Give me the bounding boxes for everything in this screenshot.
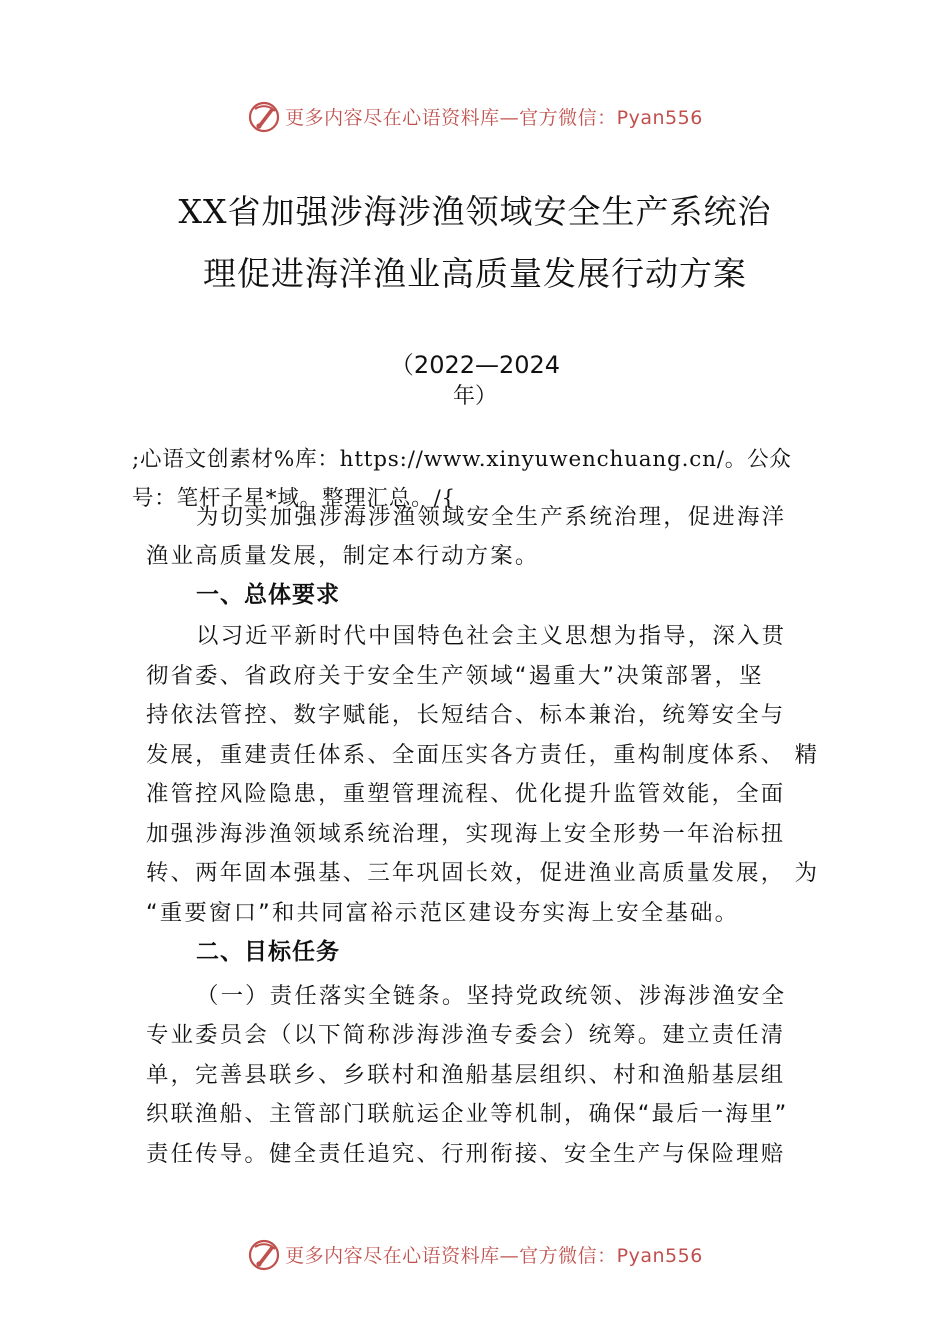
section1-line: 发展，重建责任体系、全面压实各方责任，重构制度体系、 精 [146, 742, 820, 768]
wechat-id: Pyan556 [616, 106, 703, 129]
period-line-2: 年） [452, 384, 497, 409]
footer-watermark [0, 1234, 950, 1274]
section1-line: 持依法管控、数字赋能，长短结合、标本兼治，统筹安全与 [146, 702, 786, 728]
document-title-line-1: XX省加强涉海涉渔领域安全生产系统治 [178, 192, 772, 231]
section2-line: （一）责任落实全链条。坚持党政统领、涉海涉渔安全 [196, 983, 787, 1009]
wechat-id: Pyan556 [616, 1244, 703, 1267]
document-title-line-2: 理促进海洋渔业高质量发展行动方案 [203, 254, 747, 293]
watermark-text: 更多内容尽在心语资料库—官方微信：Pyan556 [285, 1244, 703, 1267]
intro-line-1: 为切实加强涉海涉渔领域安全生产系统治理，促进海洋 [196, 504, 787, 530]
section1-line: 彻省委、省政府关于安全生产领域“遏重大”决策部署，坚 [146, 663, 764, 689]
intro-line-2: 渔业高质量发展，制定本行动方案。 [146, 543, 540, 569]
brush-logo-icon [247, 99, 281, 133]
section1-line: 加强涉海涉渔领域系统治理，实现海上安全形势一年治标扭 [146, 821, 786, 847]
section2-line: 单，完善县联乡、乡联村和渔船基层组织、村和渔船基层组 [146, 1062, 786, 1088]
section-heading-general-requirements: 一、总体要求 [196, 582, 340, 608]
source-note-line-2: 号：笔杆子星*域。整理汇总。/{ [132, 486, 456, 511]
source-note-line-1: ;心语文创素材%库：https://www.xinyuwenchuang.cn/。公众 [132, 447, 792, 472]
section1-line: “重要窗口”和共同富裕示范区建设夯实海上安全基础。 [146, 900, 740, 926]
section-heading-goals-tasks: 二、目标任务 [196, 939, 340, 965]
section1-line: 准管控风险隐患，重塑管理流程、优化提升监管效能，全面 [146, 781, 786, 807]
section2-line: 专业委员会（以下简称涉海涉渔专委会）统筹。建立责任清 [146, 1022, 786, 1048]
watermark-text: 更多内容尽在心语资料库—官方微信：Pyan556 [285, 106, 703, 129]
brush-logo-icon [247, 1237, 281, 1271]
section2-line: 织联渔船、主管部门联航运企业等机制，确保“最后一海里” [146, 1101, 789, 1127]
section1-line: 以习近平新时代中国特色社会主义思想为指导，深入贯 [196, 623, 787, 649]
section1-line: 转、两年固本强基、三年巩固长效，促进渔业高质量发展， 为 [146, 860, 820, 886]
header-watermark [0, 96, 950, 136]
period-line-1: （2022—2024 [389, 351, 561, 379]
section2-line: 责任传导。健全责任追究、行刑衔接、安全生产与保险理赔 [146, 1141, 786, 1167]
